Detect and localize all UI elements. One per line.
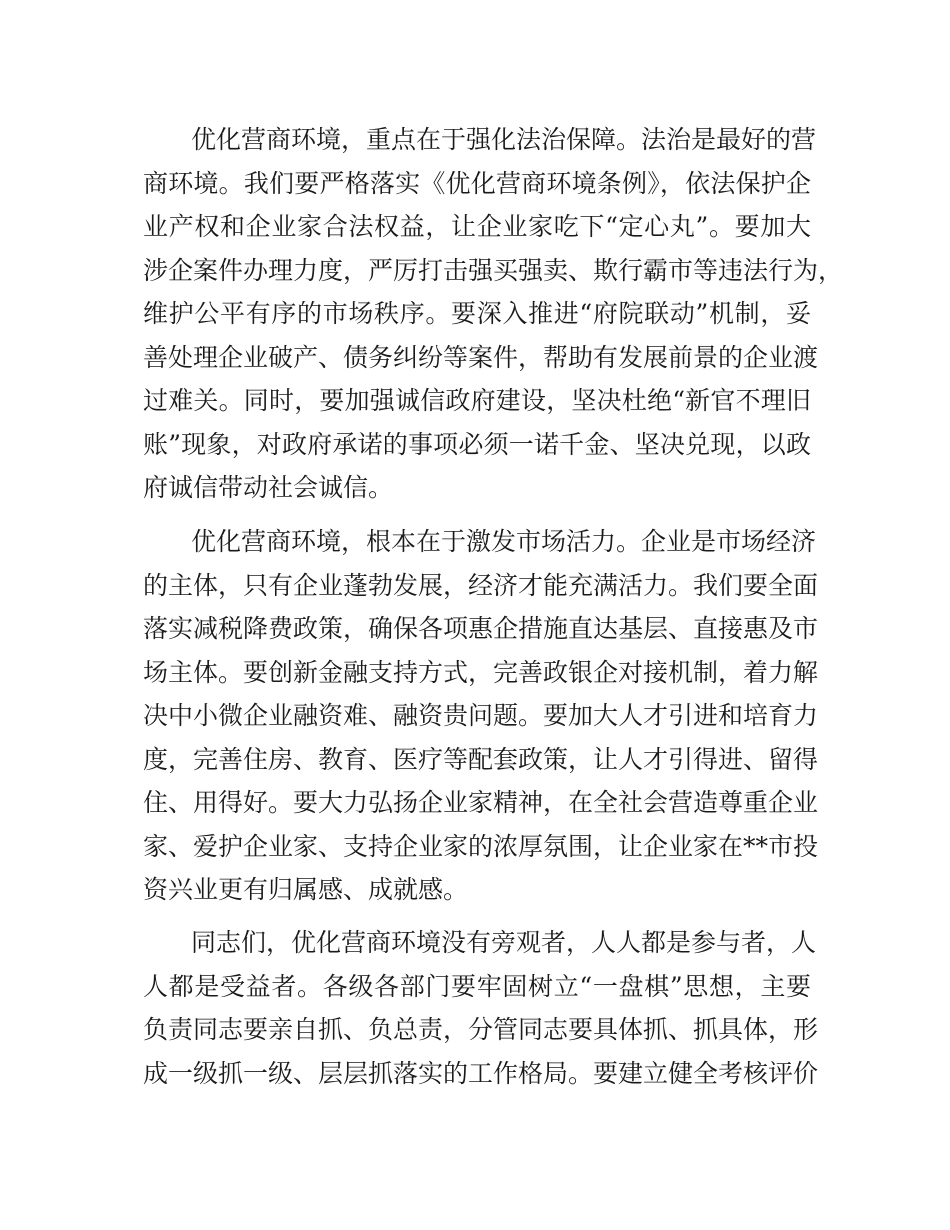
paragraph-line: 负责同志要亲自抓、负总责，分管同志要具体抓、抓具体，形: [143, 1015, 819, 1044]
paragraph-line: 商环境。我们要严格落实《优化营商环境条例》，依法保护企: [143, 168, 811, 198]
paragraph-line: 成一级抓一级、层层抓落实的工作格局。要建立健全考核评价: [143, 1058, 819, 1088]
paragraph-line: 涉企案件办理力度，严厉打击强买强卖、欺行霸市等违法行为，: [143, 255, 844, 285]
paragraph-line: 维护公平有序的市场秩序。要深入推进“府院联动”机制，妥: [143, 299, 811, 328]
paragraph-line: 家、爱护企业家、支持企业家的浓厚氛围，让企业家在**市投: [143, 831, 819, 861]
paragraph-line: 人都是受益者。各级各部门要牢固树立“一盘棋”思想，主要: [143, 971, 811, 1001]
paragraph-line: 过难关。同时，要加强诚信政府建设，坚决杜绝“新官不理旧: [143, 386, 811, 415]
paragraph-1: [143, 118, 844, 510]
paragraph-line: 府诚信带动社会诚信。: [143, 473, 394, 502]
paragraph-line: 场主体。要创新金融支持方式，完善政银企对接机制，着力解: [143, 657, 819, 687]
paragraph-line: 住、用得好。要大力弘扬企业家精神，在全社会营造尊重企业: [143, 788, 819, 817]
paragraph-line: 的主体，只有企业蓬勃发展，经济才能充满活力。我们要全面: [143, 570, 819, 600]
paragraph-line: 同志们，优化营商环境没有旁观者，人人都是参与者，人: [191, 928, 817, 957]
paragraph-line: 善处理企业破产、债务纠纷等案件，帮助有发展前景的企业渡: [143, 342, 819, 372]
paragraph-line: 资兴业更有归属感、成就感。: [143, 875, 469, 904]
paragraph-2: [143, 520, 819, 912]
paragraph-line: 优化营商环境，根本在于激发市场活力。企业是市场经济: [191, 527, 817, 556]
paragraph-line: 账”现象，对政府承诺的事项必须一诺千金、坚决兑现，以政: [143, 429, 811, 459]
paragraph-3: [143, 921, 819, 1095]
paragraph-line: 优化营商环境，重点在于强化法治保障。法治是最好的营: [191, 125, 817, 154]
paragraph-line: 落实减税降费政策，确保各项惠企措施直达基层、直接惠及市: [143, 614, 819, 643]
paragraph-line: 业产权和企业家合法权益，让企业家吃下“定心丸”。要加大: [143, 212, 811, 241]
paragraph-line: 度，完善住房、教育、医疗等配套政策，让人才引得进、留得: [143, 744, 819, 774]
paragraph-line: 决中小微企业融资难、融资贵问题。要加大人才引进和培育力: [143, 701, 819, 730]
